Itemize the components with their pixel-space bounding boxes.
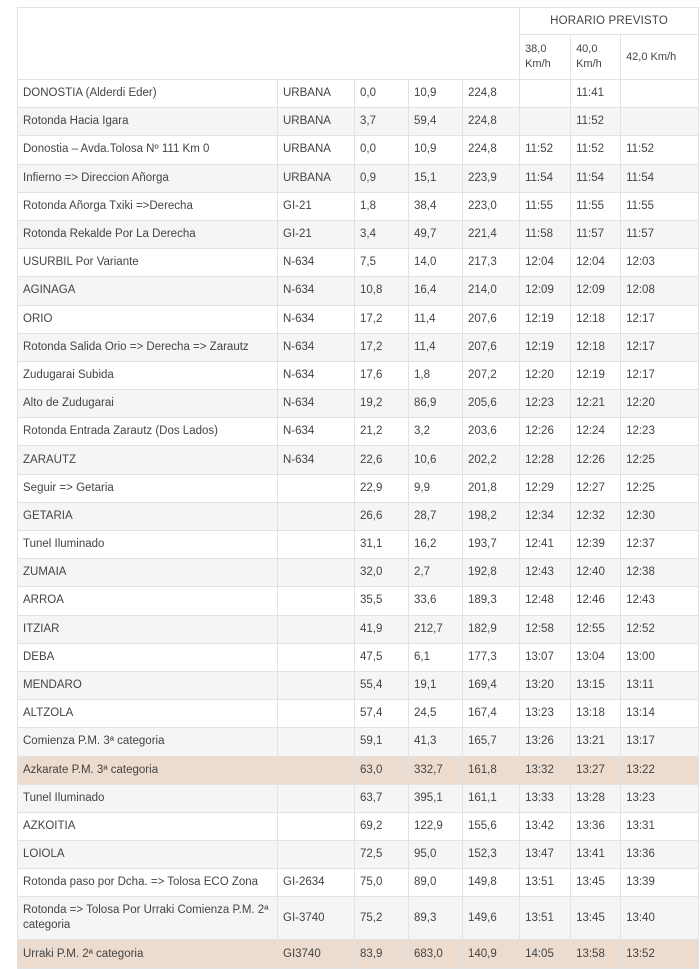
- remaining-cell: 224,8: [463, 80, 520, 108]
- km-cell: 31,1: [355, 531, 409, 559]
- road-cell: N-634: [278, 361, 355, 389]
- time-42-cell: 12:17: [621, 305, 699, 333]
- km-cell: 26,6: [355, 502, 409, 530]
- time-38-cell: 13:51: [520, 869, 571, 897]
- road-cell: N-634: [278, 249, 355, 277]
- time-42-cell: 13:22: [621, 756, 699, 784]
- road-cell: GI-21: [278, 192, 355, 220]
- time-42-cell: 11:57: [621, 220, 699, 248]
- time-42-cell: [621, 108, 699, 136]
- road-cell: [278, 784, 355, 812]
- place-cell: Tunel Iluminado: [18, 784, 278, 812]
- partial-cell: 683,0: [409, 940, 463, 968]
- remaining-cell: 155,6: [463, 812, 520, 840]
- remaining-cell: 223,0: [463, 192, 520, 220]
- remaining-cell: 140,9: [463, 940, 520, 968]
- time-42-cell: 12:52: [621, 615, 699, 643]
- table-row: [18, 531, 699, 559]
- km-cell: 0,0: [355, 80, 409, 108]
- remaining-cell: 169,4: [463, 671, 520, 699]
- time-38-cell: 12:28: [520, 446, 571, 474]
- time-42-cell: 13:39: [621, 869, 699, 897]
- partial-cell: 16,4: [409, 277, 463, 305]
- remaining-cell: 152,3: [463, 841, 520, 869]
- remaining-cell: 192,8: [463, 559, 520, 587]
- road-cell: [278, 531, 355, 559]
- place-cell: Donostia – Avda.Tolosa Nº 111 Km 0: [18, 136, 278, 164]
- road-cell: [278, 700, 355, 728]
- time-38-cell: 13:20: [520, 671, 571, 699]
- partial-cell: 28,7: [409, 502, 463, 530]
- time-42-cell: 13:31: [621, 812, 699, 840]
- time-38-cell: 11:52: [520, 136, 571, 164]
- place-cell: Rotonda => Tolosa Por Urraki Comienza P.M. 2ª categoria: [18, 897, 278, 940]
- place-cell: Seguir => Getaria: [18, 474, 278, 502]
- remaining-cell: 149,6: [463, 897, 520, 940]
- road-cell: GI3740: [278, 940, 355, 968]
- road-cell: [278, 474, 355, 502]
- km-cell: 83,9: [355, 940, 409, 968]
- road-cell: [278, 812, 355, 840]
- table-row: [18, 559, 699, 587]
- table-row: [18, 474, 699, 502]
- partial-cell: 10,9: [409, 136, 463, 164]
- table-row: [18, 615, 699, 643]
- time-40-cell: 11:55: [571, 192, 621, 220]
- time-38-cell: 12:29: [520, 474, 571, 502]
- place-cell: MENDARO: [18, 671, 278, 699]
- partial-cell: 122,9: [409, 812, 463, 840]
- remaining-cell: 224,8: [463, 136, 520, 164]
- place-cell: LOIOLA: [18, 841, 278, 869]
- partial-cell: 49,7: [409, 220, 463, 248]
- remaining-cell: 189,3: [463, 587, 520, 615]
- time-38-cell: 12:20: [520, 361, 571, 389]
- km-cell: 69,2: [355, 812, 409, 840]
- place-cell: ORIO: [18, 305, 278, 333]
- time-38-cell: 13:33: [520, 784, 571, 812]
- place-cell: Urraki P.M. 2ª categoria: [18, 940, 278, 968]
- road-cell: GI-3740: [278, 897, 355, 940]
- road-cell: [278, 502, 355, 530]
- time-42-cell: 12:17: [621, 361, 699, 389]
- time-40-cell: 12:26: [571, 446, 621, 474]
- table-row: [18, 700, 699, 728]
- remaining-cell: 165,7: [463, 728, 520, 756]
- table-row: [18, 108, 699, 136]
- km-cell: 57,4: [355, 700, 409, 728]
- time-42-cell: 12:17: [621, 333, 699, 361]
- km-cell: 21,2: [355, 418, 409, 446]
- place-cell: Rotonda Salida Orio => Derecha => Zarautz: [18, 333, 278, 361]
- time-40-cell: 12:46: [571, 587, 621, 615]
- time-42-cell: 13:40: [621, 897, 699, 940]
- place-cell: ZUMAIA: [18, 559, 278, 587]
- km-cell: 0,0: [355, 136, 409, 164]
- time-42-cell: 12:20: [621, 390, 699, 418]
- road-cell: URBANA: [278, 108, 355, 136]
- km-cell: 22,9: [355, 474, 409, 502]
- time-42-cell: 13:36: [621, 841, 699, 869]
- time-42-cell: 13:52: [621, 940, 699, 968]
- time-40-cell: 13:45: [571, 869, 621, 897]
- road-cell: [278, 841, 355, 869]
- time-40-cell: 12:18: [571, 333, 621, 361]
- time-40-cell: 13:15: [571, 671, 621, 699]
- time-38-cell: 13:51: [520, 897, 571, 940]
- time-40-cell: 13:36: [571, 812, 621, 840]
- time-40-cell: 13:04: [571, 643, 621, 671]
- time-38-cell: 12:09: [520, 277, 571, 305]
- partial-cell: 14,0: [409, 249, 463, 277]
- partial-cell: 24,5: [409, 700, 463, 728]
- road-cell: [278, 728, 355, 756]
- table-row: [18, 80, 699, 108]
- time-42-cell: 12:25: [621, 446, 699, 474]
- place-cell: DEBA: [18, 643, 278, 671]
- time-40-cell: 13:58: [571, 940, 621, 968]
- time-38-cell: 12:19: [520, 305, 571, 333]
- remaining-cell: 198,2: [463, 502, 520, 530]
- place-cell: ZARAUTZ: [18, 446, 278, 474]
- time-40-cell: 12:21: [571, 390, 621, 418]
- km-cell: 3,7: [355, 108, 409, 136]
- partial-cell: 89,3: [409, 897, 463, 940]
- km-cell: 75,2: [355, 897, 409, 940]
- table-row: [18, 940, 699, 968]
- time-40-cell: 13:45: [571, 897, 621, 940]
- time-38-cell: 13:26: [520, 728, 571, 756]
- time-42-cell: 11:54: [621, 164, 699, 192]
- remaining-cell: 149,8: [463, 869, 520, 897]
- time-38-cell: [520, 108, 571, 136]
- time-40-cell: 12:27: [571, 474, 621, 502]
- place-cell: DONOSTIA (Alderdi Eder): [18, 80, 278, 108]
- partial-cell: 41,3: [409, 728, 463, 756]
- km-cell: 32,0: [355, 559, 409, 587]
- km-cell: 55,4: [355, 671, 409, 699]
- time-38-cell: 12:41: [520, 531, 571, 559]
- table-row: [18, 869, 699, 897]
- table-row: [18, 136, 699, 164]
- time-40-cell: 12:55: [571, 615, 621, 643]
- road-cell: URBANA: [278, 80, 355, 108]
- km-cell: 72,5: [355, 841, 409, 869]
- km-cell: 17,6: [355, 361, 409, 389]
- place-cell: Tunel Iluminado: [18, 531, 278, 559]
- table-row: [18, 502, 699, 530]
- time-40-cell: 13:27: [571, 756, 621, 784]
- time-40-cell: 11:52: [571, 108, 621, 136]
- km-cell: 22,6: [355, 446, 409, 474]
- time-38-cell: 12:26: [520, 418, 571, 446]
- place-cell: Rotonda Hacia Igara: [18, 108, 278, 136]
- time-38-cell: 11:58: [520, 220, 571, 248]
- route-schedule-table: [17, 7, 699, 969]
- km-cell: 7,5: [355, 249, 409, 277]
- remaining-cell: 224,8: [463, 108, 520, 136]
- road-cell: [278, 615, 355, 643]
- time-40-cell: 12:40: [571, 559, 621, 587]
- time-40-cell: 13:18: [571, 700, 621, 728]
- time-40-cell: 11:54: [571, 164, 621, 192]
- partial-cell: 38,4: [409, 192, 463, 220]
- partial-cell: 89,0: [409, 869, 463, 897]
- road-cell: URBANA: [278, 136, 355, 164]
- remaining-cell: 207,6: [463, 305, 520, 333]
- partial-cell: 19,1: [409, 671, 463, 699]
- partial-cell: 11,4: [409, 333, 463, 361]
- table-row: [18, 192, 699, 220]
- time-40-cell: 12:19: [571, 361, 621, 389]
- time-38-cell: 12:43: [520, 559, 571, 587]
- time-40-cell: 13:28: [571, 784, 621, 812]
- partial-cell: 95,0: [409, 841, 463, 869]
- partial-cell: 86,9: [409, 390, 463, 418]
- time-38-cell: 13:32: [520, 756, 571, 784]
- time-42-cell: 12:23: [621, 418, 699, 446]
- place-cell: Azkarate P.M. 3ª categoria: [18, 756, 278, 784]
- time-42-cell: 12:30: [621, 502, 699, 530]
- time-42-cell: 11:55: [621, 192, 699, 220]
- road-cell: N-634: [278, 277, 355, 305]
- time-40-cell: 12:04: [571, 249, 621, 277]
- km-cell: 47,5: [355, 643, 409, 671]
- time-40-cell: 12:24: [571, 418, 621, 446]
- table-row: [18, 643, 699, 671]
- place-cell: Alto de Zudugarai: [18, 390, 278, 418]
- place-cell: USURBIL Por Variante: [18, 249, 278, 277]
- time-40-cell: 12:39: [571, 531, 621, 559]
- time-38-cell: 12:19: [520, 333, 571, 361]
- place-cell: Rotonda Entrada Zarautz (Dos Lados): [18, 418, 278, 446]
- table-row: [18, 671, 699, 699]
- schedule-header: HORARIO PREVISTO: [520, 8, 699, 35]
- time-42-cell: 12:25: [621, 474, 699, 502]
- time-42-cell: 12:37: [621, 531, 699, 559]
- km-cell: 75,0: [355, 869, 409, 897]
- table-row: [18, 812, 699, 840]
- table-row: [18, 277, 699, 305]
- partial-cell: 15,1: [409, 164, 463, 192]
- road-cell: N-634: [278, 305, 355, 333]
- time-38-cell: 13:47: [520, 841, 571, 869]
- time-38-cell: 12:48: [520, 587, 571, 615]
- time-40-cell: 13:41: [571, 841, 621, 869]
- table-row: [18, 333, 699, 361]
- table-row: [18, 728, 699, 756]
- remaining-cell: 161,8: [463, 756, 520, 784]
- km-cell: 0,9: [355, 164, 409, 192]
- place-cell: Rotonda paso por Dcha. => Tolosa ECO Zona: [18, 869, 278, 897]
- time-42-cell: 13:11: [621, 671, 699, 699]
- table-row: [18, 361, 699, 389]
- time-42-cell: 13:23: [621, 784, 699, 812]
- speed-header-40: 40,0 Km/h: [571, 35, 621, 80]
- place-cell: Infierno => Direccion Añorga: [18, 164, 278, 192]
- time-38-cell: [520, 80, 571, 108]
- remaining-cell: 217,3: [463, 249, 520, 277]
- road-cell: N-634: [278, 418, 355, 446]
- table-row: [18, 841, 699, 869]
- place-cell: AGINAGA: [18, 277, 278, 305]
- partial-cell: 10,9: [409, 80, 463, 108]
- partial-cell: 10,6: [409, 446, 463, 474]
- km-cell: 1,8: [355, 192, 409, 220]
- road-cell: URBANA: [278, 164, 355, 192]
- speed-header-38: 38,0 Km/h: [520, 35, 571, 80]
- time-38-cell: 12:23: [520, 390, 571, 418]
- km-cell: 3,4: [355, 220, 409, 248]
- remaining-cell: 182,9: [463, 615, 520, 643]
- place-cell: ITZIAR: [18, 615, 278, 643]
- remaining-cell: 161,1: [463, 784, 520, 812]
- km-cell: 17,2: [355, 333, 409, 361]
- partial-cell: 11,4: [409, 305, 463, 333]
- remaining-cell: 201,8: [463, 474, 520, 502]
- time-38-cell: 13:07: [520, 643, 571, 671]
- table-row: [18, 220, 699, 248]
- table-row: [18, 390, 699, 418]
- time-42-cell: 13:00: [621, 643, 699, 671]
- remaining-cell: 177,3: [463, 643, 520, 671]
- remaining-cell: 207,2: [463, 361, 520, 389]
- blank-header-cell: [18, 8, 520, 80]
- time-38-cell: 11:54: [520, 164, 571, 192]
- partial-cell: 395,1: [409, 784, 463, 812]
- road-cell: N-634: [278, 333, 355, 361]
- remaining-cell: 223,9: [463, 164, 520, 192]
- km-cell: 63,0: [355, 756, 409, 784]
- time-40-cell: 13:21: [571, 728, 621, 756]
- time-38-cell: 12:34: [520, 502, 571, 530]
- km-cell: 41,9: [355, 615, 409, 643]
- time-38-cell: 13:23: [520, 700, 571, 728]
- partial-cell: 9,9: [409, 474, 463, 502]
- km-cell: 35,5: [355, 587, 409, 615]
- road-cell: GI-2634: [278, 869, 355, 897]
- km-cell: 10,8: [355, 277, 409, 305]
- km-cell: 63,7: [355, 784, 409, 812]
- table-row: [18, 305, 699, 333]
- km-cell: 17,2: [355, 305, 409, 333]
- time-40-cell: 12:18: [571, 305, 621, 333]
- km-cell: 19,2: [355, 390, 409, 418]
- table-row: [18, 897, 699, 940]
- partial-cell: 6,1: [409, 643, 463, 671]
- remaining-cell: 202,2: [463, 446, 520, 474]
- place-cell: Rotonda Rekalde Por La Derecha: [18, 220, 278, 248]
- place-cell: Rotonda Añorga Txiki =>Derecha: [18, 192, 278, 220]
- table-row: [18, 249, 699, 277]
- time-40-cell: 11:57: [571, 220, 621, 248]
- table-row: [18, 446, 699, 474]
- road-cell: [278, 671, 355, 699]
- time-40-cell: 11:52: [571, 136, 621, 164]
- time-38-cell: 12:58: [520, 615, 571, 643]
- road-cell: N-634: [278, 446, 355, 474]
- remaining-cell: 167,4: [463, 700, 520, 728]
- partial-cell: 33,6: [409, 587, 463, 615]
- remaining-cell: 205,6: [463, 390, 520, 418]
- road-cell: N-634: [278, 390, 355, 418]
- time-42-cell: 12:43: [621, 587, 699, 615]
- place-cell: Comienza P.M. 3ª categoria: [18, 728, 278, 756]
- km-cell: 59,1: [355, 728, 409, 756]
- table-row: [18, 164, 699, 192]
- remaining-cell: 203,6: [463, 418, 520, 446]
- time-42-cell: 12:03: [621, 249, 699, 277]
- time-40-cell: 12:09: [571, 277, 621, 305]
- remaining-cell: 221,4: [463, 220, 520, 248]
- time-40-cell: 12:32: [571, 502, 621, 530]
- partial-cell: 16,2: [409, 531, 463, 559]
- partial-cell: 1,8: [409, 361, 463, 389]
- place-cell: GETARIA: [18, 502, 278, 530]
- time-38-cell: 11:55: [520, 192, 571, 220]
- table-row: [18, 587, 699, 615]
- road-cell: [278, 587, 355, 615]
- time-42-cell: 12:08: [621, 277, 699, 305]
- time-40-cell: 11:41: [571, 80, 621, 108]
- partial-cell: 2,7: [409, 559, 463, 587]
- place-cell: AZKOITIA: [18, 812, 278, 840]
- place-cell: ALTZOLA: [18, 700, 278, 728]
- road-cell: [278, 756, 355, 784]
- time-38-cell: 12:04: [520, 249, 571, 277]
- table-row: [18, 756, 699, 784]
- place-cell: Zudugarai Subida: [18, 361, 278, 389]
- time-42-cell: 12:38: [621, 559, 699, 587]
- road-cell: [278, 559, 355, 587]
- speed-header-42: 42,0 Km/h: [621, 35, 699, 80]
- time-42-cell: 13:17: [621, 728, 699, 756]
- time-42-cell: 13:14: [621, 700, 699, 728]
- time-38-cell: 14:05: [520, 940, 571, 968]
- road-cell: GI-21: [278, 220, 355, 248]
- partial-cell: 332,7: [409, 756, 463, 784]
- time-42-cell: 11:52: [621, 136, 699, 164]
- remaining-cell: 207,6: [463, 333, 520, 361]
- partial-cell: 3,2: [409, 418, 463, 446]
- remaining-cell: 214,0: [463, 277, 520, 305]
- place-cell: ARROA: [18, 587, 278, 615]
- table-row: [18, 784, 699, 812]
- partial-cell: 59,4: [409, 108, 463, 136]
- time-38-cell: 13:42: [520, 812, 571, 840]
- remaining-cell: 193,7: [463, 531, 520, 559]
- road-cell: [278, 643, 355, 671]
- time-42-cell: [621, 80, 699, 108]
- table-row: [18, 418, 699, 446]
- partial-cell: 212,7: [409, 615, 463, 643]
